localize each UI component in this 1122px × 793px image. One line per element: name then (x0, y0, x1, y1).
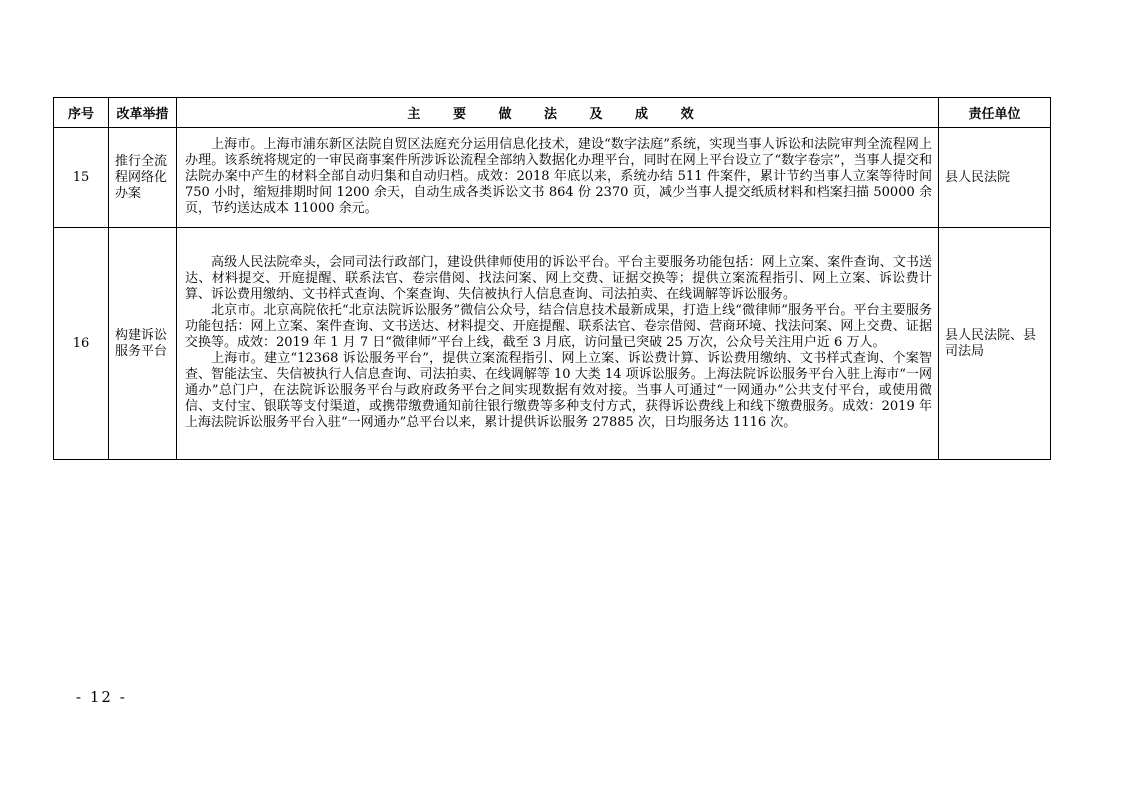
page-number: - 12 - (76, 688, 127, 706)
practice-paragraph: 上海市。上海市浦东新区法院自贸区法庭充分运用信息化技术，建设“数字法庭”系统，实现当事人诉讼和法院审判全流程网上办理。该系统将规定的一审民商事案件所涉诉讼流程全部纳入数据化办理平台，同时在网上平台设立了“数字卷宗”，当事人提交和法院办案中产生的材料全部自动归集和自动归档。成效：2018 年底以来，系统办结 511 件案件，累计节约当事人立案等待时间 750 小时，缩短排期时间 1200 余天，自动生成各类诉讼文书 864 份 2370 页，减少当事人提交纸质材料和档案扫描 50000 余页，节约送达成本 11000 余元。 (185, 137, 932, 216)
row-reform-measure: 推行全流程网络化办案 (109, 128, 177, 228)
table-row (54, 228, 1051, 460)
header-main-practice: 主 要 做 法 及 成 效 (177, 98, 939, 128)
row-serial-no: 16 (54, 228, 109, 460)
row-reform-measure: 构建诉讼服务平台 (109, 228, 177, 460)
row-responsible-unit: 县人民法院 (939, 128, 1051, 228)
row-responsible-unit: 县人民法院、县司法局 (939, 228, 1051, 460)
header-responsible-unit: 责任单位 (939, 98, 1051, 128)
table-header-row (54, 98, 1051, 128)
reform-table (53, 97, 1051, 460)
header-reform-measure: 改革举措 (109, 98, 177, 128)
practice-paragraph: 高级人民法院牵头，会同司法行政部门，建设供律师使用的诉讼平台。平台主要服务功能包括：网上立案、案件查询、文书送达、材料提交、开庭提醒、联系法官、卷宗借阅、找法问案、网上交费、证据交换等；提供立案流程指引、网上立案、诉讼费计算、诉讼费用缴纳、文书样式查询、个案查询、失信被执行人信息查询、司法拍卖、在线调解等诉讼服务。 (185, 255, 932, 302)
row-practice-cell (177, 228, 939, 460)
header-serial-no: 序号 (54, 98, 109, 128)
row-serial-no: 15 (54, 128, 109, 228)
practice-paragraph: 北京市。北京高院依托“北京法院诉讼服务”微信公众号，结合信息技术最新成果，打造上线“微律师”服务平台。平台主要服务功能包括：网上立案、案件查询、文书送达、材料提交、开庭提醒、联系法官、卷宗借阅、营商环境、找法问案、网上交费、证据交换等。成效：2019 年 1 月 7 日“微律师”平台上线，截至 3 月底，访问量已突破 25 万次，公众号关注用户近 6 万人。 (185, 303, 932, 350)
row-practice-cell (177, 128, 939, 228)
table-row (54, 128, 1051, 228)
practice-paragraph: 上海市。建立“12368 诉讼服务平台”，提供立案流程指引、网上立案、诉讼费计算、诉讼费用缴纳、文书样式查询、个案智查、智能法宝、失信被执行人信息查询、司法拍卖、在线调解等 10 大类 14 项诉讼服务。上海法院诉讼服务平台入驻上海市“一网通办”总门户，在法院诉讼服务平台与政府政务平台之间实现数据有效对接。当事人可通过“一网通办”公共支付平台，或使用微信、支付宝、银联等支付渠道，或携带缴费通知前往银行缴费等多种支付方式，获得诉讼费线上和线下缴费服务。成效：2019 年上海法院诉讼服务平台入驻“一网通办”总平台以来，累计提供诉讼服务 27885 次，日均服务达 1116 次。 (185, 351, 932, 430)
